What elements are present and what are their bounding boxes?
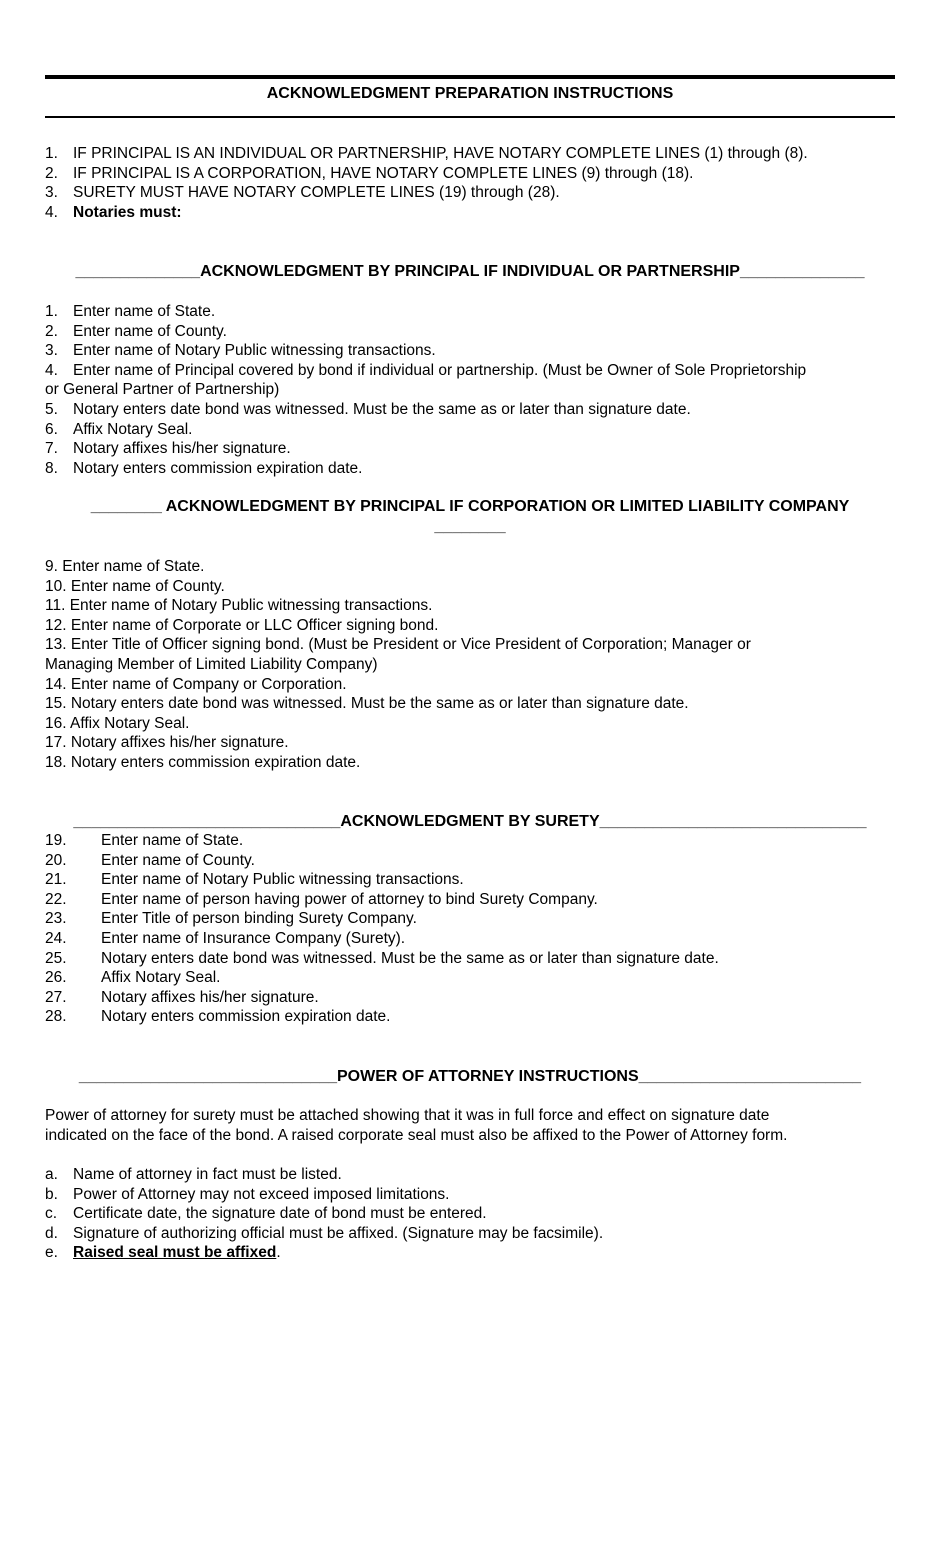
list-item: 16. Affix Notary Seal. [45,714,190,732]
list-item: e. Raised seal must be affixed. [45,1244,281,1262]
list-item: 23. Enter Title of person binding Surety Company. [45,910,417,928]
list-item: 17. Notary affixes his/her signature. [45,734,289,752]
list-item: 15. Notary enters date bond was witnessed. Must be the same as or later than signature date. [45,695,689,713]
list-item: 4. Enter name of Principal covered by bond if individual or partnership. (Must be Owner of Sole Proprietorship [45,361,807,379]
list-item: 13. Enter Title of Officer signing bond. (Must be President or Vice President of Corporation; Manager or [45,636,751,654]
list-item: 27. Notary affixes his/her signature. [45,988,319,1006]
list-item: 1. IF PRINCIPAL IS AN INDIVIDUAL OR PARTNERSHIP, HAVE NOTARY COMPLETE LINES (1) through (8). [45,145,808,162]
paragraph-line: Power of attorney for surety must be attached showing that it was in full force and effect on signature date [45,1107,770,1124]
list-item-continuation: or General Partner of Partnership) [45,381,280,399]
list-item-continuation: Managing Member of Limited Liability Company) [45,655,378,673]
individual-instructions-list [45,302,895,478]
list-item: 24. Enter name of Insurance Company (Surety). [45,929,406,947]
list-item: 9. Enter name of State. [45,558,205,575]
list-item: 22. Enter name of person having power of attorney to bind Surety Company. [45,890,598,908]
power-of-attorney-list [45,1165,895,1263]
raised-seal-emphasis: Raised seal must be affixed [73,1244,277,1262]
list-item: c. Certificate date, the signature date of bond must be entered. [45,1205,487,1223]
list-item: 25. Notary enters date bond was witnessed. Must be the same as or later than signature date. [45,949,719,967]
power-of-attorney-paragraph [45,1106,895,1145]
section-heading-surety: ______________________________ACKNOWLEDGMENT BY SURETY______________________________ [73,813,867,830]
list-item: 18. Notary enters commission expiration date. [45,753,361,771]
list-item: 2. Enter name of County. [45,322,227,340]
list-item: 3. Enter name of Notary Public witnessing transactions. [45,342,436,360]
section-heading-individual: ______________ACKNOWLEDGMENT BY PRINCIPAL IF INDIVIDUAL OR PARTNERSHIP______________ [75,263,865,280]
list-item: 10. Enter name of County. [45,577,225,595]
title-underline-rule [45,116,895,118]
page-title: ACKNOWLEDGMENT PREPARATION INSTRUCTIONS [266,85,674,102]
list-item: 14. Enter name of Company or Corporation. [45,675,347,693]
corporation-instructions-list [45,557,895,773]
list-item: 26. Affix Notary Seal. [45,969,221,987]
top-rule [45,75,895,79]
list-item: b. Power of Attorney may not exceed imposed limitations. [45,1185,450,1203]
list-item: 4. Notaries must: [45,203,182,221]
list-item: 8. Notary enters commission expiration date. [45,459,363,477]
list-item: 7. Notary affixes his/her signature. [45,440,291,458]
list-item: 6. Affix Notary Seal. [45,420,193,438]
list-item: 3. SURETY MUST HAVE NOTARY COMPLETE LINES (19) through (28). [45,184,560,202]
general-instructions-list [45,144,895,222]
section-heading-corporation: ________ ACKNOWLEDGMENT BY PRINCIPAL IF CORPORATION OR LIMITED LIABILITY COMPANY [90,498,850,515]
list-item: 19. Enter name of State. [45,832,244,849]
paragraph-line: indicated on the face of the bond. A raised corporate seal must also be affixed to the Power of Attorney form. [45,1126,788,1144]
list-item: 20. Enter name of County. [45,851,255,869]
section-heading-power-of-attorney: _____________________________POWER OF ATTORNEY INSTRUCTIONS_________________________ [78,1068,862,1085]
list-item: a. Name of attorney in fact must be listed. [45,1166,342,1183]
section-heading-corporation-line2: ________ [434,518,506,535]
list-item: 2. IF PRINCIPAL IS A CORPORATION, HAVE NOTARY COMPLETE LINES (9) through (18). [45,164,694,182]
list-item: 12. Enter name of Corporate or LLC Officer signing bond. [45,616,439,634]
list-item: 11. Enter name of Notary Public witnessing transactions. [45,597,433,615]
surety-instructions-list [45,831,895,1027]
list-item: 5. Notary enters date bond was witnessed. Must be the same as or later than signature date. [45,400,691,418]
list-item: d. Signature of authorizing official must be affixed. (Signature may be facsimile). [45,1224,604,1242]
list-item: 1. Enter name of State. [45,303,216,320]
list-item: 28. Notary enters commission expiration date. [45,1008,391,1026]
list-item: 21. Enter name of Notary Public witnessing transactions. [45,871,464,889]
